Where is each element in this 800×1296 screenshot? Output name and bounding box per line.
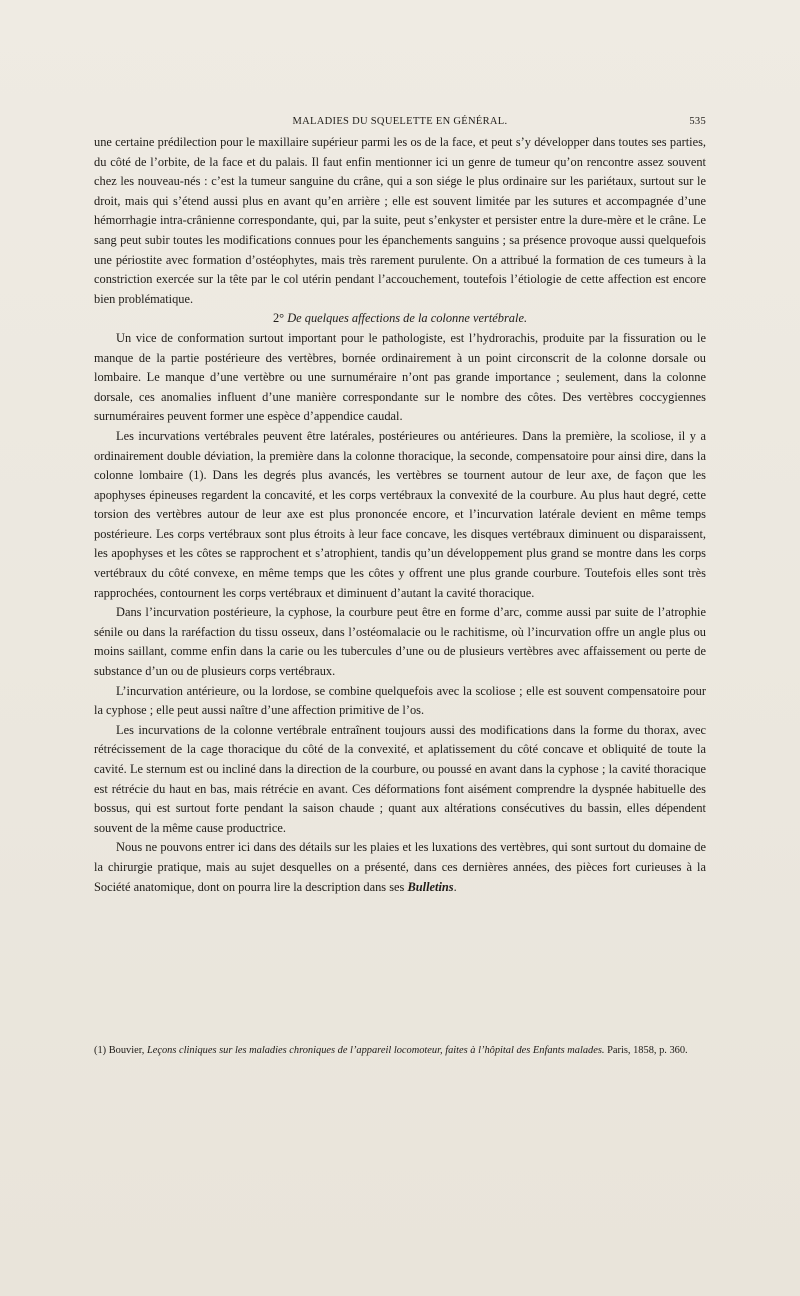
page-number: 535 bbox=[689, 116, 706, 127]
paragraph: Un vice de conformation surtout important pour le pathologiste, est l’hydrorachis, produite par la fissuration ou le manque de la partie postérieure des vertèbres, bornée ordinairement à un point circonscrit de la colonne dorsale ou lombaire. Le manque d’une vertèbre ou une surnuméraire n’ont pas grande importance ; seulement, dans la colonne dorsale, ces anomalies influent d’une manière correspondante sur le nombre des côtes. Des vertèbres coccygiennes surnuméraires peuvent former une espèce d’appendice caudal. bbox=[94, 330, 706, 424]
footnote-publication: Paris, 1858, p. 360. bbox=[607, 1045, 688, 1056]
paragraph bbox=[94, 838, 706, 897]
section-number: 2° bbox=[272, 311, 285, 326]
footnote bbox=[94, 1043, 706, 1059]
footnote-work-title: Leçons cliniques sur les maladies chroniques de l’appareil locomoteur, faites à l’hôpital des Enfants malades. bbox=[146, 1045, 605, 1056]
paragraph: Les incurvations de la colonne vertébrale entraînent toujours aussi des modifications dans la forme du thorax, avec rétrécissement de la cage thoracique du côté de la convexité, et aplatissement du côté concave et obliquité de toute la cavité. Le sternum est ou incliné dans la direction de la courbure, ou poussé en avant dans la cyphose ; la cavité thoracique est rétrécie du haut en bas, mais rétrécie en avant. Ces déformations font aisément comprendre la dyspnée habituelle des bossus, qui est surtout forte pendant la saison chaude ; quant aux altérations consécutives du bassin, elles dépendent souvent de la même cause productrice. bbox=[94, 722, 706, 835]
bulletins-title: Bulletins bbox=[407, 879, 454, 894]
paragraph-end: . bbox=[453, 879, 457, 894]
section-heading bbox=[94, 309, 706, 329]
body-text bbox=[94, 133, 706, 897]
paragraph: Dans l’incurvation postérieure, la cyphose, la courbure peut être en forme d’arc, comme aussi par suite de l’atrophie sénile ou dans la raréfaction du tissu osseux, dans l’ostéomalacie ou le rachitisme, où l’incurvation offre un angle plus ou moins saillant, comme enfin dans la carie ou les tubercules d’une ou de plusieurs vertèbres avec affaissement ou perte de substance d’un ou de plusieurs corps vertébraux. bbox=[94, 605, 706, 679]
running-header bbox=[94, 116, 706, 134]
running-title: MALADIES DU SQUELETTE EN GÉNÉRAL. bbox=[292, 116, 508, 127]
paragraph: une certaine prédilection pour le maxillaire supérieur parmi les os de la face, et peut s’y développer dans toutes ses parties, du côté de l’orbite, de la face et du palais. Il faut enfin mentionner ici un genre de tumeur qu’on rencontre assez souvent chez les nouveau-nés : c’est la tumeur sanguine du crâne, qui a son siége le plus ordinaire sur les pariétaux, surtout sur le droit, mais qui s’étend aussi plus en avant qu’en arrière ; elle est souvent limitée par les sutures et accompagnée d’une hémorrhagie intra-crânienne correspondante, qui, par la suite, peut s’enkyster et persister entre la dure-mère et le crâne. Le sang peut subir toutes les modifications connues pour les épanchements sanguins ; sa présence provoque aussi quelquefois une périostite avec formation d’ostéophytes, mais très rarement purulente. On a attribué la formation de ces tumeurs à la constriction exercée sur la tête par le col utérin pendant l’accouchement, toutefois l’étiologie de cette affection est encore bien problématique. bbox=[94, 135, 706, 306]
paragraph: L’incurvation antérieure, ou la lordose, se combine quelquefois avec la scoliose ; elle est souvent compensatoire pour la cyphose ; elle peut aussi naître d’une affection primitive de l’os. bbox=[94, 683, 706, 718]
paragraph-text: Nous ne pouvons entrer ici dans des détails sur les plaies et les luxations des vertèbres, qui sont surtout du domaine de la chirurgie pratique, mais au sujet desquelles on a présenté, dans ces dernières années, des pièces fort curieuses à la Société anatomique, dont on pourra lire la description dans ses bbox=[94, 840, 706, 894]
footnote-author: (1) Bouvier, bbox=[94, 1045, 145, 1056]
paragraph: Les incurvations vertébrales peuvent être latérales, postérieures ou antérieures. Dans la première, la scoliose, il y a ordinairement double déviation, la première dans la colonne thoracique, la seconde, compensatoire pour ainsi dire, dans la colonne lombaire (1). Dans les degrés plus avancés, les vertèbres se tournent autour de leur axe, de façon que les apophyses épineuses regardent la concavité, et les corps vertébraux la convexité de la courbure. Au plus haut degré, cette torsion des vertèbres autour de leur axe est plus prononcée encore, et l’incurvation latérale devient en même temps postérieure. Les corps vertébraux sont plus étroits à leur face concave, les disques vertébraux diminuent ou disparaissent, les apophyses et les côtes se rapprochent et s’atrophient, tandis qu’un développement plus grand se montre dans les corps vertébraux du côté convexe, en même temps que les côtes y offrent une plus grande courbure. Toutefois elles sont très rapprochées, contournent les corps vertébraux et diminuent d’autant la cavité thoracique. bbox=[94, 428, 706, 600]
section-title-text: De quelques affections de la colonne vertébrale. bbox=[287, 311, 528, 326]
